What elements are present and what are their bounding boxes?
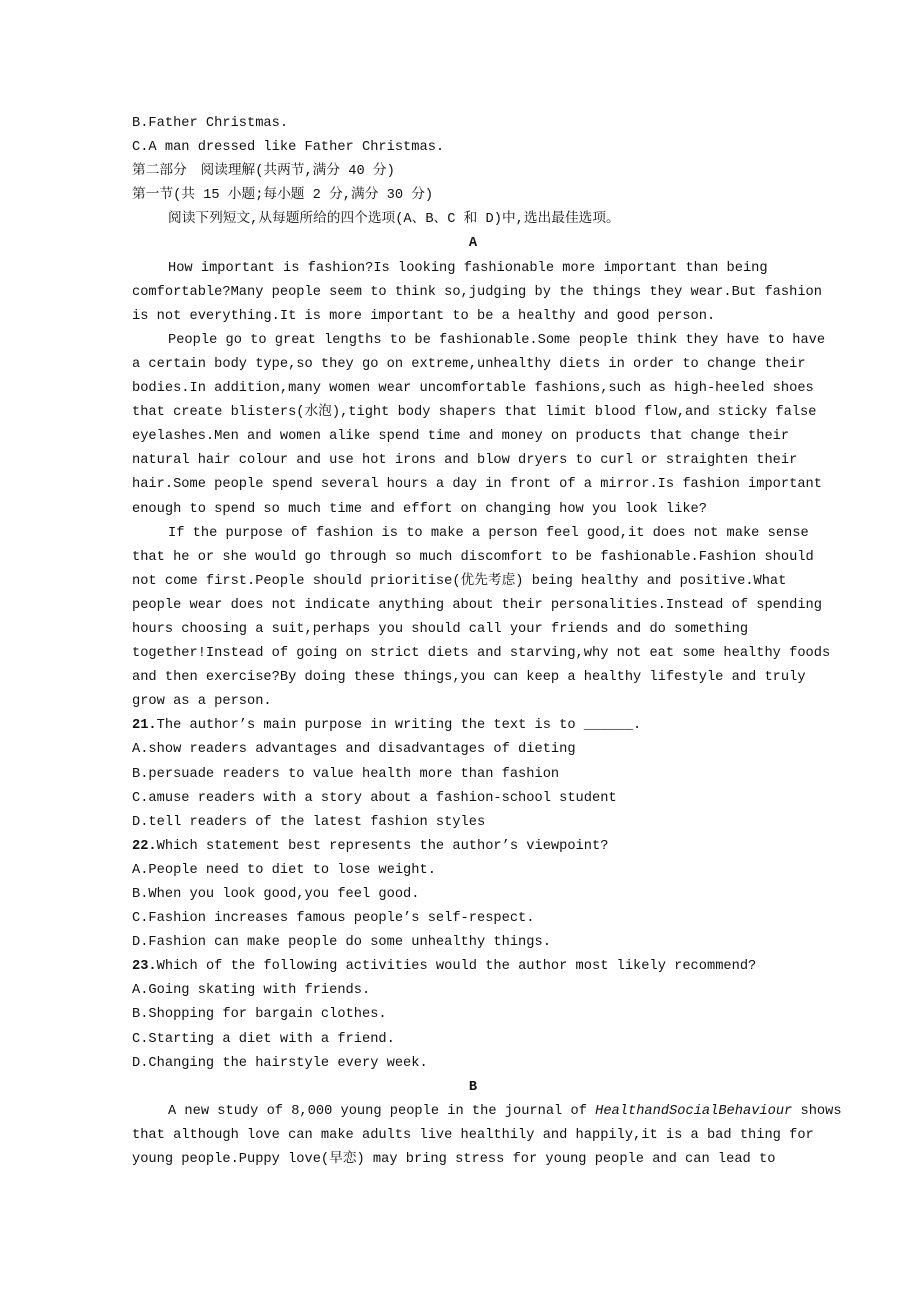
answer-option: C.Fashion increases famous people’s self-respect. (132, 911, 535, 927)
question-stem (132, 955, 892, 979)
passage-line: is not everything.It is more important to be a healthy and good person. (132, 308, 716, 324)
passage-line: that create blisters(水泡),tight body shapers that limit blood flow,and sticky false (132, 405, 817, 421)
journal-name: HealthandSocialBehaviour (595, 1103, 793, 1119)
question-text: The author’s main purpose in writing the text is to ______. (156, 718, 642, 734)
answer-option: B.Father Christmas. (132, 116, 289, 131)
section-header: 第二部分 阅读理解(共两节,满分 40 分) (132, 164, 395, 180)
text-span: shows (792, 1103, 842, 1119)
passage-line: enough to spend so much time and effort on changing how you look like? (132, 501, 707, 517)
instruction: 阅读下列短文,从每题所给的四个选项(A、B、C 和 D)中,选出最佳选项。 (168, 212, 620, 228)
passage-line: not come first.People should prioritise(优先考虑) being healthy and positive.What (132, 573, 787, 589)
passage-title: B (468, 1079, 478, 1095)
passage-line: comfortable?Many people seem to think so,judging by the things they wear.But fashion (132, 284, 822, 300)
passage-line: together!Instead of going on strict diets and starving,why not eat some healthy foods (132, 646, 831, 662)
passage-title: A (468, 236, 478, 252)
passage-line: people wear does not indicate anything about their personalities.Instead of spending (132, 597, 822, 613)
question-number: 22. (132, 838, 157, 854)
answer-option: A.show readers advantages and disadvantages of dieting (132, 742, 576, 758)
passage-line: that although love can make adults live healthily and happily,it is a bad thing for (132, 1127, 814, 1143)
answer-option: C.amuse readers with a story about a fashion-school student (132, 790, 617, 806)
answer-option: A.Going skating with friends. (132, 983, 371, 999)
question-number: 23. (132, 959, 157, 975)
answer-option: D.Changing the hairstyle every week. (132, 1055, 428, 1071)
passage-line: natural hair colour and use hot irons and blow dryers to curl or straighten their (132, 453, 798, 469)
passage-line: eyelashes.Men and women alike spend time and money on products that change their (132, 429, 790, 445)
answer-option: B.When you look good,you feel good. (132, 887, 420, 902)
passage-line (132, 1100, 892, 1124)
answer-option: C.A man dressed like Father Christmas. (132, 140, 445, 156)
passage-line: a certain body type,so they go on extreme,unhealthy diets in order to change their (132, 356, 806, 372)
question-text: Which of the following activities would the author most likely recommend? (156, 959, 757, 975)
passage-line: hours choosing a suit,perhaps you should call your friends and do something (132, 621, 749, 637)
answer-option: B.persuade readers to value health more than fashion (132, 766, 560, 782)
passage-line: that he or she would go through so much discomfort to be fashionable.Fashion should (132, 549, 814, 565)
answer-option: A.People need to diet to lose weight. (132, 862, 436, 878)
text-span: A new study of 8,000 young people in the journal of (168, 1103, 596, 1119)
passage-line: and then exercise?By doing these things,you can keep a healthy lifestyle and truly (132, 670, 806, 686)
question-text: Which statement best represents the author’s viewpoint? (156, 838, 609, 854)
passage-line: young people.Puppy love(早恋) may bring stress for young people and can lead to (132, 1152, 776, 1168)
answer-option: B.Shopping for bargain clothes. (132, 1007, 387, 1023)
question-stem (132, 835, 892, 859)
passage-line: hair.Some people spend several hours a day in front of a mirror.Is fashion important (132, 477, 822, 493)
answer-option: D.tell readers of the latest fashion styles (132, 814, 486, 830)
subsection-header: 第一节(共 15 小题;每小题 2 分,满分 30 分) (132, 188, 434, 204)
passage-line: grow as a person. (132, 694, 272, 710)
answer-option: C.Starting a diet with a friend. (132, 1031, 395, 1047)
passage-line: People go to great lengths to be fashionable.Some people think they have to have (168, 332, 826, 348)
passage-line: bodies.In addition,many women wear uncomfortable fashions,such as high-heeled shoes (132, 381, 814, 397)
passage-line: How important is fashion?Is looking fashionable more important than being (168, 260, 768, 276)
question-stem (132, 714, 892, 738)
document-content (132, 112, 892, 1172)
question-number: 21. (132, 718, 157, 734)
passage-line: If the purpose of fashion is to make a person feel good,it does not make sense (168, 525, 809, 541)
answer-option: D.Fashion can make people do some unhealthy things. (132, 935, 551, 951)
